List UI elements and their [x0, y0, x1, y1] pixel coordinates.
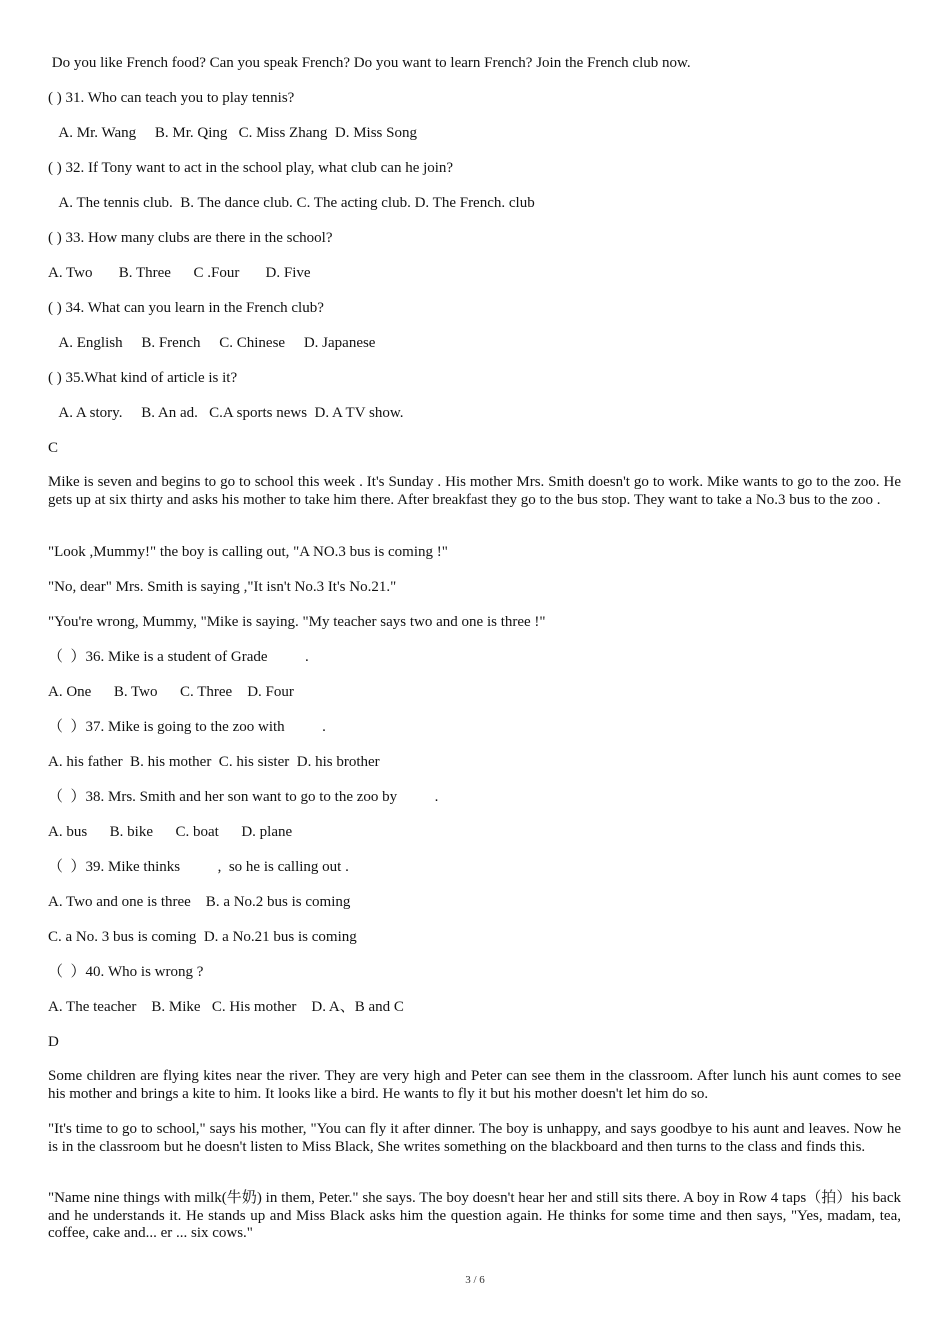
- question-36: （ ）36. Mike is a student of Grade .: [48, 649, 309, 665]
- question-36-options: A. One B. Two C. Three D. Four: [48, 684, 294, 700]
- question-32-options: A. The tennis club. B. The dance club. C. The acting club. D. The French. club: [48, 195, 535, 211]
- question-31: ( ) 31. Who can teach you to play tennis?: [48, 90, 295, 106]
- question-31-options: A. Mr. Wang B. Mr. Qing C. Miss Zhang D. Miss Song: [48, 125, 417, 141]
- question-40: （ ）40. Who is wrong ?: [48, 964, 204, 980]
- dialogue-line: "Look ,Mummy!" the boy is calling out, "A NO.3 bus is coming !": [48, 544, 448, 560]
- section-d-paragraph: Some children are flying kites near the river. They are very high and Peter can see them in the classroom. After lunch his aunt comes to see his mother and brings a kite to him. It looks like a bird. He wants to fly it but his mother doesn't let him do so.: [48, 1068, 901, 1102]
- question-39-options-c-d: C. a No. 3 bus is coming D. a No.21 bus is coming: [48, 929, 357, 945]
- question-35: ( ) 35.What kind of article is it?: [48, 370, 238, 386]
- question-39: （ ）39. Mike thinks , so he is calling out .: [48, 859, 349, 875]
- question-38: （ ）38. Mrs. Smith and her son want to go to the zoo by .: [48, 789, 439, 805]
- question-37: （ ）37. Mike is going to the zoo with .: [48, 719, 326, 735]
- intro-line: Do you like French food? Can you speak French? Do you want to learn French? Join the French club now.: [48, 55, 691, 71]
- page-number: 3 / 6: [465, 1274, 485, 1286]
- question-35-options: A. A story. B. An ad. C.A sports news D. A TV show.: [48, 405, 404, 421]
- question-32: ( ) 32. If Tony want to act in the school play, what club can he join?: [48, 160, 454, 176]
- question-33: ( ) 33. How many clubs are there in the school?: [48, 230, 333, 246]
- dialogue-line: "No, dear" Mrs. Smith is saying ,"It isn't No.3 It's No.21.": [48, 579, 397, 595]
- section-c-heading: C: [48, 440, 59, 456]
- section-d-paragraph: "Name nine things with milk(牛奶) in them, Peter." she says. The boy doesn't hear her and still sits there. A boy in Row 4 taps（拍）his back and he understands it. He stands up and Miss Black asks him the question again. He thinks for some time and then says, "Yes, madam, tea, coffee, cake and... er ... six cows.": [48, 1190, 901, 1242]
- question-39-options-a-b: A. Two and one is three B. a No.2 bus is coming: [48, 894, 351, 910]
- section-c-passage: Mike is seven and begins to go to school this week . It's Sunday . His mother Mrs. Smith doesn't go to work. Mike wants to go to the zoo. He gets up at six thirty and asks his mother to take him there. After breakfast they go to the bus stop. They want to take a No.3 bus to the zoo .: [48, 474, 901, 508]
- section-d-heading: D: [48, 1034, 59, 1050]
- question-33-options: A. Two B. Three C .Four D. Five: [48, 265, 311, 281]
- section-d-paragraph: "It's time to go to school," says his mother, "You can fly it after dinner. The boy is unhappy, and says goodbye to his aunt and leaves. Now he is in the classroom but he doesn't listen to Miss Black, She writes something on the blackboard and then turns to the class and finds this.: [48, 1121, 901, 1155]
- question-38-options: A. bus B. bike C. boat D. plane: [48, 824, 293, 840]
- question-34-options: A. English B. French C. Chinese D. Japanese: [48, 335, 376, 351]
- question-34: ( ) 34. What can you learn in the French club?: [48, 300, 324, 316]
- dialogue-line: "You're wrong, Mummy, "Mike is saying. "My teacher says two and one is three !": [48, 614, 546, 630]
- question-37-options: A. his father B. his mother C. his sister D. his brother: [48, 754, 380, 770]
- question-40-options: A. The teacher B. Mike C. His mother D. A、B and C: [48, 999, 404, 1015]
